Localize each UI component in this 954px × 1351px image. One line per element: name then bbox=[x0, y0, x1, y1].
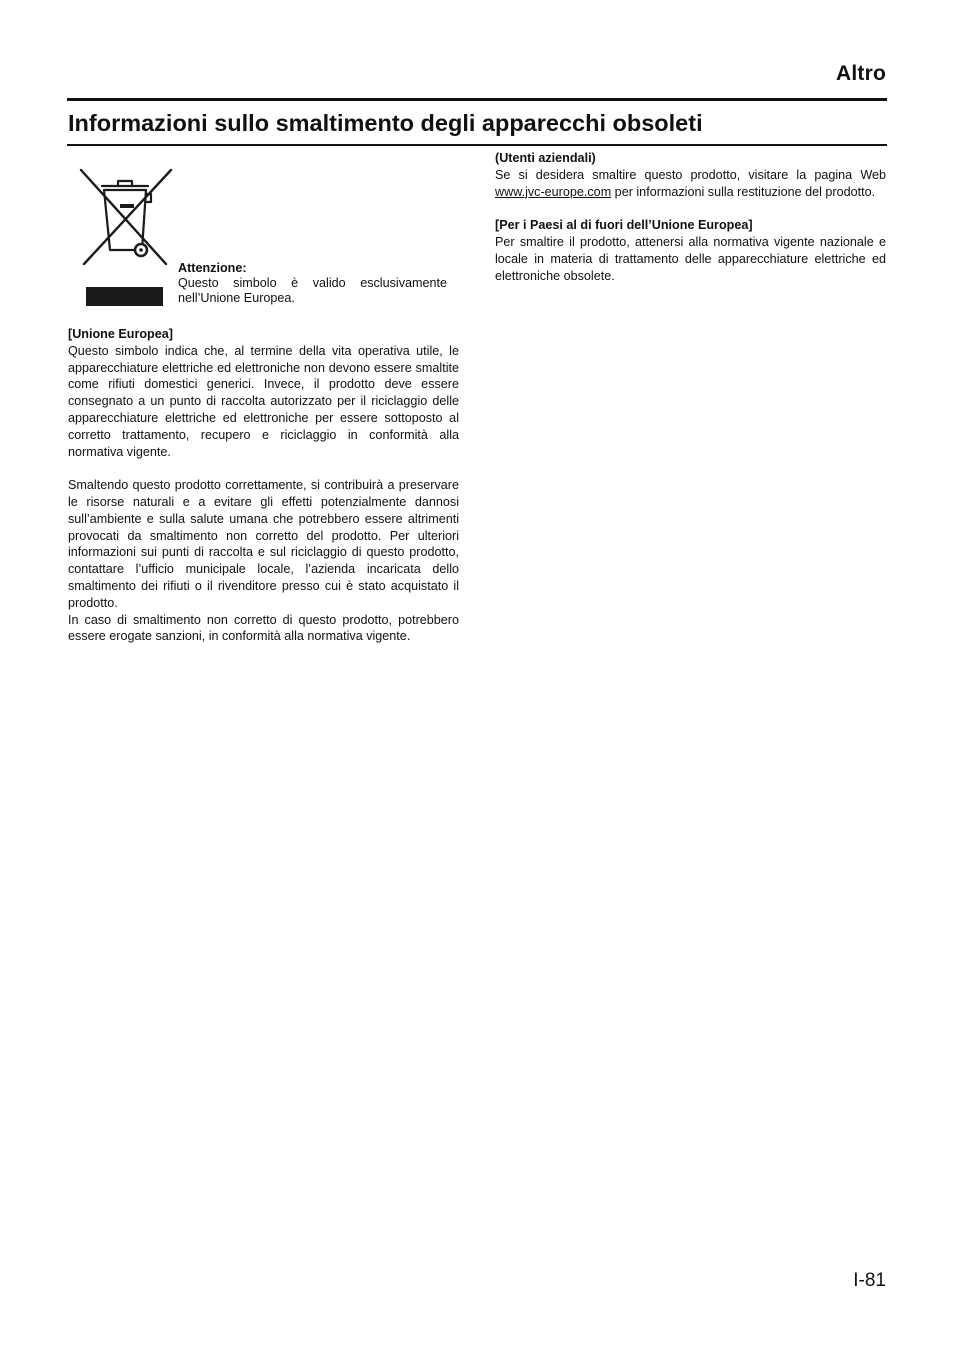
header-rule bbox=[67, 98, 887, 101]
crossed-out-wheelie-bin-icon bbox=[78, 166, 174, 266]
page-title: Informazioni sullo smaltimento degli apparecchi obsoleti bbox=[68, 110, 703, 136]
business-heading: (Utenti aziendali) bbox=[495, 151, 596, 165]
non-eu-heading: [Per i Paesi al di fuori dell’Unione Europea] bbox=[495, 218, 753, 233]
caution-note bbox=[178, 261, 447, 307]
non-eu-paragraph: Per smaltire il prodotto, attenersi alla normativa vigente nazionale e locale in materia di trattamento delle apparecchiature elettriche ed elettroniche obsolete. bbox=[495, 234, 886, 283]
business-paragraph bbox=[495, 167, 886, 201]
jvc-europe-link[interactable]: www.jvc-europe.com bbox=[495, 184, 612, 199]
caution-heading: Attenzione: bbox=[178, 261, 247, 275]
eu-paragraph-2: Smaltendo questo prodotto correttamente, si contribuirà a preservare le risorse naturali e a evitare gli effetti potenzialmente dannosi sull’ambiente e sulla salute umana che potrebbero essere altrimenti provocati da smaltimento non corretto del prodotto. Per ulteriori informazioni sui punti di raccolta e sul riciclaggio di questo prodotto, contattare l’ufficio municipale locale, l’azienda incaricata dello smaltimento dei rifiuti o il rivenditore presso cui è stato acquistato il prodotto. bbox=[68, 478, 459, 610]
section-label: Altro bbox=[836, 62, 886, 85]
caution-text: Questo simbolo è valido esclusivamente nell’Unione Europea. bbox=[178, 276, 447, 306]
weee-black-bar bbox=[86, 287, 163, 306]
title-rule bbox=[67, 144, 887, 146]
left-column bbox=[68, 326, 459, 645]
eu-paragraph-1: Questo simbolo indica che, al termine della vita operativa utile, le apparecchiature elettriche ed elettroniche non devono essere smaltite come rifiuti domestici generici. Invece, il prodotto deve essere consegnato a un punto di raccolta autorizzato per il riciclaggio delle apparecchiature elettriche ed elettroniche per essere sottoposto al corretto trattamento, recupero e riciclaggio in conformità alla normativa vigente. bbox=[68, 343, 459, 459]
eu-paragraph-3: In caso di smaltimento non corretto di questo prodotto, potrebbero essere erogate sanzioni, in conformità alla normativa vigente. bbox=[68, 612, 459, 644]
page-number: I-81 bbox=[853, 1270, 886, 1291]
right-column bbox=[495, 150, 886, 284]
eu-heading: [Unione Europea] bbox=[68, 327, 173, 341]
business-text-after: per informazioni sulla restituzione del prodotto. bbox=[611, 184, 876, 199]
business-text-before: Se si desidera smaltire questo prodotto, visitare la pagina Web bbox=[495, 167, 886, 182]
